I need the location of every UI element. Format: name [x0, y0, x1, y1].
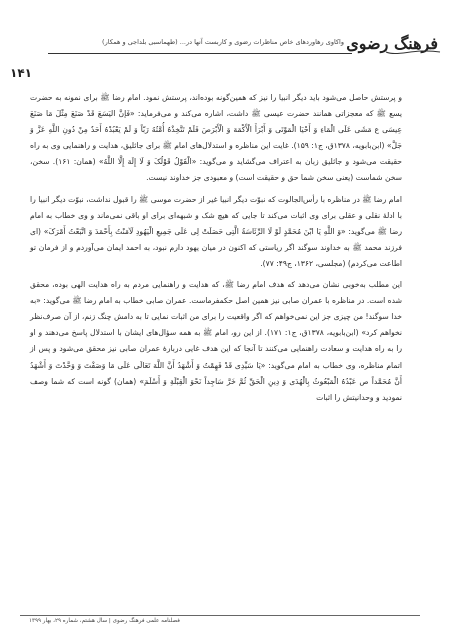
page-footer [20, 612, 420, 628]
paragraph: این مطلب به‌خوبی نشان می‌دهد که هدف امام رضا ﷺ، که هدایت و راهنمایی مردم به راه هدایت الهی بوده، محقق شده است. در مناظره با عمران صابی نیز همین اصل حکمفرماست. عمران صابی خطاب به امام رضا ﷺ می‌گوید: «به خدا سوگند! من چیزی جز این نمی‌خواهم که اگر واقعیت را برای من اثبات نمایی تا به دامش چنگ زنم، از آن صرف‌نظر نخواهم کرد» (ابن‌بابویه، ۱۳۷۸ق، ج۱: ۱۷۱). از این رو، امام ﷺ به همه سؤال‌های ایشان با استدلال پاسخ می‌دهند و او را به راه هدایت و سعادت راهنمایی می‌کنند تا آنجا که این هدف غایی دربارهٔ عمران صابی نیز محقق می‌شود و پس از اتمام مناظره، وی خطاب به امام می‌گوید: «یَا سَیِّدِی قَدْ فَهِمْتُ وَ أَشْهَدُ أَنَّ اللَّهَ تَعَالَی عَلَی مَا وَصَفْتَ وَ وَحَّدْتَ وَ أَشْهَدُ أَنَّ مُحَمَّداً ص عَبْدُهُ الْمَبْعُوثُ بِالْهُدَی وَ دِینِ الْحَقِّ ثُمَّ خَرَّ سَاجِداً نَحْوَ الْقِبْلَةِ وَ أَسْلَمَ» (همان) گونه است که شما وصف نمودید و وحدانیتش را اثبات [30, 280, 403, 402]
logo-swash-icon [384, 48, 442, 56]
page-header [14, 30, 442, 54]
header-divider [48, 53, 352, 54]
journal-info: فصلنامه علمی فرهنگ رضوی | سال هشتم، شماره ۲۹، بهار ۱۳۹۹ [26, 618, 183, 624]
paragraph: و پرستش حاصل می‌شود باید دیگر انبیا را نیز که همین‌گونه بوده‌اند، پرستش نمود. امام رضا ﷺ برای نمونه به حضرت یسع ﷺ که معجزاتی همانند حضرت عیسی ﷺ داشت، اشاره می‌کند و می‌فرماید: «فَإنَّ الیَسَعَ قَدْ صَنَعَ مِثْلَ مَا صَنَعَ عِیسَی ع مَشَی عَلَی الْمَاءِ وَ أَحْیَا الْمَوْتَی وَ أَبْرَأَ الْأَکْمَهَ وَ الْأَبْرَصَ فَلَمْ تَتَّخِذْهُ أُمَّتُهُ رَبّاً وَ لَمْ یَعْبُدْهُ أَحَدٌ مِنْ دُونِ اللَّهِ عَزَّ وَ جَلَّ» (ابن‌بابویه، ۱۳۷۸ق، ج۱: ۱۵۹). غایت این مناظره و استدلال‌های امام ﷺ برای جاثلیق، هدایت و راهنمایی وی به راه حقیقت می‌شود و جاثلیق زبان به اعتراف می‌گشاید و می‌گوید: «الْقَوْلُ قَوْلُکَ وَ لَا إِلَهَ إِلَّا اللَّهُ» (همان: ۱۶۱). سخن، سخن شماست (یعنی سخن شما حق و حقیقت است) و معبودی جز خداوند نیست. [30, 93, 402, 183]
footer-divider [20, 615, 420, 616]
paragraph: امام رضا ﷺ در مناظره با رأس‌الجالوت که نبوّت دیگر انبیا غیر از حضرت موسی ﷺ را قبول نداشت، نبوّت دیگر انبیا را با ادلهٔ نقلی و عقلی برای وی اثبات می‌کند تا جایی که هیچ شک و شبهه‌ای برای او باقی نمی‌ماند و وی خطاب به امام رضا ﷺ می‌گوید: «وَ اللَّهِ یَا ابْنَ مُحَمَّدٍ لَوْ لَا الرِّئَاسَةُ الَّتِی حَصَلَتْ لِی عَلَی جَمِیعِ الْیَهُودِ لَآمَنْتُ بِأَحْمَدَ وَ اتَّبَعْتُ أَمْرَکَ» (ای فرزند محمد ﷺ به خداوند سوگند اگر ریاستی که اکنون در میان یهود دارم نبود، به احمد ایمان می‌آوردم و از فرمان تو اطاعت می‌کردم) (مجلسی، ۱۳۶۲، ج۴۹: ۷۷). [30, 194, 402, 268]
journal-logo: فرهنگ رضوی [346, 34, 438, 53]
running-title: واکاوی رهاوردهای خاص مناظرات رضوی و کاربست آنها در... (طهماسبی بلداجی و همکار) [102, 38, 344, 46]
article-body [30, 90, 402, 604]
page-number: ۱۴۱ [10, 66, 32, 80]
